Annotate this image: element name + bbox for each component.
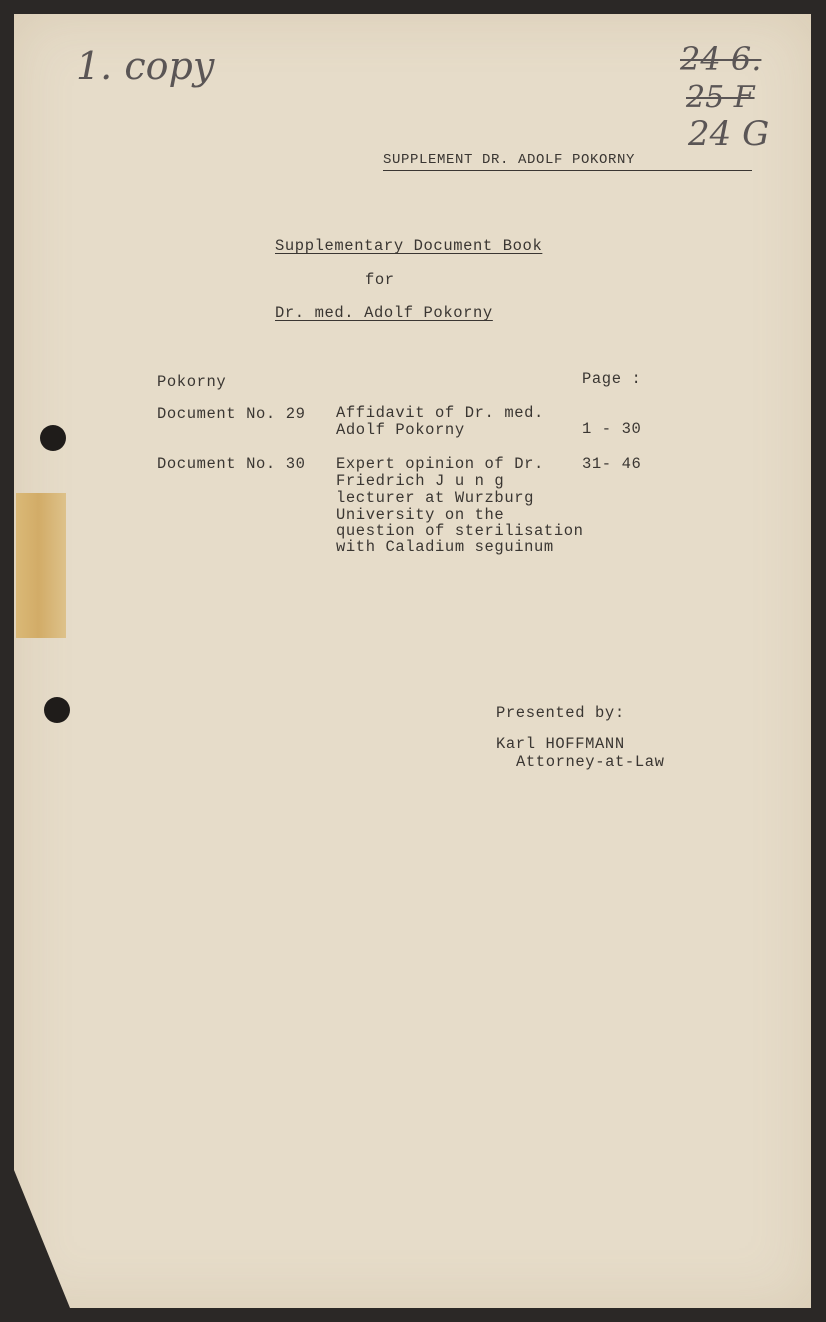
attorney-name: Karl HOFFMANN <box>496 735 625 753</box>
punch-hole-top <box>40 425 66 451</box>
torn-corner <box>14 1170 70 1308</box>
index-row-desc-line: University on the <box>336 506 505 524</box>
index-row-pages: 1 - 30 <box>582 420 642 438</box>
attorney-role: Attorney-at-Law <box>516 753 665 771</box>
title-line-1: Supplementary Document Book <box>275 237 543 255</box>
handwritten-number-current: 24 G <box>688 114 770 154</box>
index-row-desc-line: Friedrich J u n g <box>336 472 505 490</box>
index-row-desc-line: Adolf Pokorny <box>336 421 465 439</box>
index-row-desc-line: question of sterilisation <box>336 522 584 540</box>
index-column-left: Pokorny <box>157 373 227 391</box>
title-line-3: Dr. med. Adolf Pokorny <box>275 304 493 322</box>
punch-hole-bottom <box>44 697 70 723</box>
document-page <box>14 14 811 1308</box>
handwritten-copy-note: 1. copy <box>76 44 215 88</box>
index-column-right: Page : <box>582 370 642 388</box>
handwritten-number-struck-1: 24 6. <box>680 40 762 78</box>
handwritten-number-struck-2: 25 F <box>686 80 755 115</box>
header-rule <box>383 170 752 171</box>
supplement-header: SUPPLEMENT DR. ADOLF POKORNY <box>383 152 636 168</box>
index-row-desc-line: with Caladium seguinum <box>336 538 554 556</box>
index-row-desc-line: lecturer at Wurzburg <box>336 489 535 507</box>
title-line-2: for <box>365 271 395 289</box>
index-row-desc-line: Affidavit of Dr. med. <box>336 404 544 422</box>
index-row-pages: 31- 46 <box>582 455 642 473</box>
index-row-label: Document No. 30 <box>157 455 306 473</box>
presented-by-label: Presented by: <box>496 704 625 722</box>
index-row-desc-line: Expert opinion of Dr. <box>336 455 544 473</box>
tape-strip <box>16 493 66 638</box>
index-row-label: Document No. 29 <box>157 405 306 423</box>
